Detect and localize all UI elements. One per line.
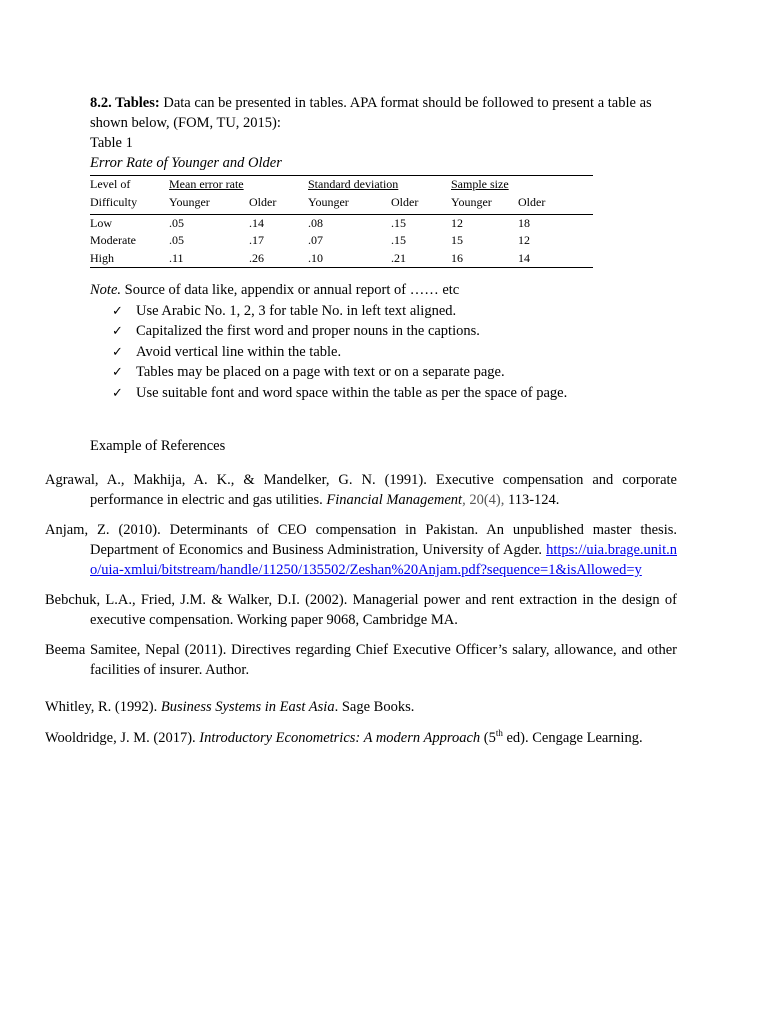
- table-header-row: [90, 176, 593, 194]
- checkmark-icon: ✓: [112, 304, 123, 319]
- table-cell: 15: [451, 233, 463, 247]
- table-cell: 14: [518, 250, 593, 268]
- reference-agrawal: [45, 470, 677, 510]
- list-item: [112, 362, 632, 382]
- header-mean-error-rate: Mean error rate: [169, 177, 244, 191]
- table-cell: 16: [451, 250, 518, 268]
- table-cell: .11: [169, 250, 249, 268]
- reference-wooldridge: [45, 728, 677, 748]
- journal-name: Financial Management: [326, 492, 463, 508]
- table-cell: .07: [308, 233, 323, 247]
- edition-text: (5: [480, 730, 496, 746]
- checkmark-icon: ✓: [112, 385, 123, 401]
- checkmark-icon: ✓: [112, 365, 123, 381]
- list-item: [112, 383, 632, 403]
- table-cell: .17: [249, 233, 264, 247]
- thesis-link[interactable]: https://uia.brage.unit.no/uia-xmlui/bitstream/handle/11250/135502/Zeshan%20Anjam.pdf?sequence=1&isAllowed=y: [90, 542, 677, 578]
- table-cell: .10: [308, 250, 391, 268]
- checkmark-icon: ✓: [112, 344, 123, 360]
- error-rate-table: [90, 175, 593, 268]
- table-cell: High: [90, 250, 169, 268]
- table-cell: Moderate: [90, 233, 136, 247]
- header-n-older: Older: [518, 194, 593, 215]
- reference-text: Whitley, R. (1992).: [45, 699, 161, 715]
- reference-text: Anjam, Z. (2010). Determinants of CEO compensation in Pakistan. An unpublished master thesis. Department of Economics and Business Administration, University of Agder.: [45, 522, 677, 558]
- table-row: [90, 232, 593, 250]
- table-cell: .05: [169, 215, 184, 230]
- header-mean-younger: Younger: [169, 194, 249, 215]
- section-heading: 8.2. Tables:: [90, 95, 160, 111]
- table-cell: .26: [249, 250, 308, 268]
- header-n-younger: Younger: [451, 194, 518, 215]
- table-title: Error Rate of Younger and Older: [90, 155, 282, 171]
- checkmark-icon: ✓: [112, 324, 123, 340]
- table-cell: 12: [518, 233, 530, 247]
- table-cell: .21: [391, 250, 451, 268]
- note-text: Source of data like, appendix or annual report of …… etc: [121, 282, 460, 298]
- volume-issue: , 20(4),: [462, 492, 508, 508]
- table-cell: .05: [169, 233, 184, 247]
- book-title: Business Systems in East Asia: [160, 699, 335, 715]
- page-range: 113-124.: [507, 492, 560, 508]
- section-text: Data can be presented in tables. APA format should be followed to present a table as shown below, (FOM, TU, 2015):: [90, 95, 652, 131]
- book-title: Introductory Econometrics: A modern Approach: [199, 730, 481, 746]
- guideline-text: Tables may be placed on a page with text or on a separate page.: [136, 364, 505, 381]
- reference-whitley: [45, 697, 677, 717]
- reference-beema: Beema Samitee, Nepal (2011). Directives regarding Chief Executive Officer’s salary, allowance, and other facilities of insurer. Author.: [45, 642, 677, 678]
- reference-text: Wooldridge, J. M. (2017).: [45, 730, 200, 746]
- edition-superscript: th: [495, 728, 503, 739]
- guideline-text: Use Arabic No. 1, 2, 3 for table No. in left text aligned.: [136, 303, 457, 319]
- section-paragraph: [90, 93, 678, 133]
- table-cell: .14: [249, 215, 264, 230]
- list-item: [112, 342, 632, 362]
- header-standard-deviation: Standard deviation: [308, 177, 399, 191]
- table-cell: .08: [308, 215, 323, 230]
- guideline-list: [112, 301, 632, 403]
- header-sample-size: Sample size: [451, 177, 509, 191]
- edition-text: ed). Cengage Learning.: [502, 730, 643, 746]
- references-heading: Example of References: [90, 438, 226, 454]
- table-label: Table 1: [90, 135, 133, 151]
- header-level: Level of: [90, 176, 169, 194]
- note-label: Note.: [90, 282, 122, 298]
- list-item: [112, 301, 632, 321]
- reference-list: [45, 470, 677, 748]
- reference-anjam: [45, 520, 677, 580]
- header-difficulty: Difficulty: [90, 194, 169, 215]
- table-cell: 18: [518, 215, 530, 230]
- header-sd-younger: Younger: [308, 194, 391, 215]
- table-row: [90, 214, 593, 232]
- table-cell: Low: [90, 215, 112, 230]
- reference-text: Agrawal, A., Makhija, A. K., & Mandelker, G. N. (1991). Executive compensation and corporate performance in electric and gas utilities.: [45, 472, 677, 508]
- table-cell: .15: [391, 233, 406, 247]
- guideline-text: Capitalized the first word and proper nouns in the captions.: [136, 323, 480, 340]
- table-cell: 12: [451, 215, 463, 230]
- table-note: [90, 280, 678, 300]
- guideline-text: Avoid vertical line within the table.: [136, 343, 342, 360]
- guideline-text: Use suitable font and word space within the table as per the space of page.: [136, 384, 568, 401]
- table-cell: .15: [391, 215, 406, 230]
- reference-bebchuk: Bebchuk, L.A., Fried, J.M. & Walker, D.I. (2002). Managerial power and rent extraction in the design of executive compensation. Working paper 9068, Cambridge MA.: [45, 592, 677, 628]
- reference-text: . Sage Books.: [334, 699, 415, 715]
- table-row: [90, 250, 593, 268]
- header-sd-older: Older: [391, 194, 451, 215]
- list-item: [112, 321, 632, 341]
- tables-section: [90, 93, 678, 173]
- table-subheader-row: [90, 194, 593, 215]
- header-mean-older: Older: [249, 194, 308, 215]
